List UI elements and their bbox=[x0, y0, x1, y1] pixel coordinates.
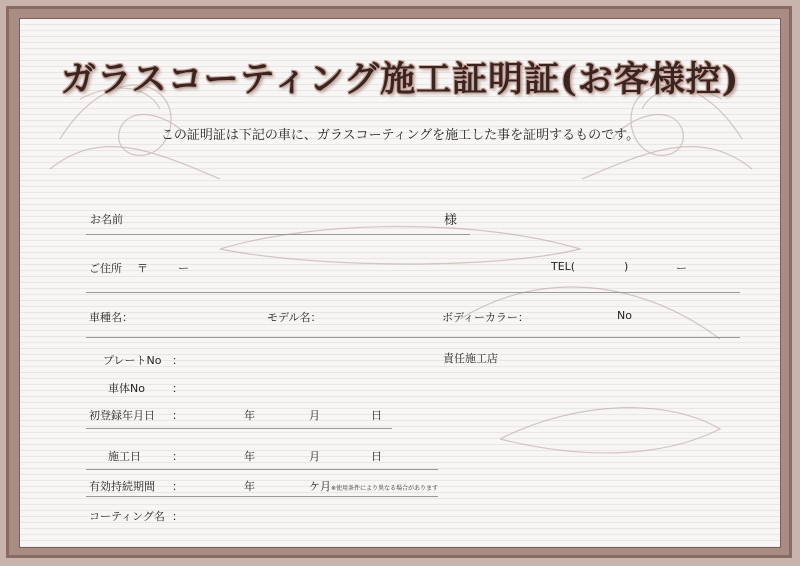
chassis-colon: ： bbox=[172, 382, 183, 395]
body-color-label: ボディーカラー： bbox=[442, 311, 529, 324]
install-day: 日 bbox=[371, 450, 382, 463]
honorific-label: 様 bbox=[444, 213, 458, 228]
plate-label: プレートNo bbox=[103, 354, 162, 367]
validity-field[interactable] bbox=[86, 496, 438, 497]
validity-label: 有効持続期間 bbox=[89, 480, 155, 493]
certificate-title: ガラスコーティング施工証明証(お客様控) bbox=[60, 59, 740, 100]
tel-label: TEL( bbox=[551, 260, 576, 273]
coating-name-colon: ： bbox=[172, 510, 183, 523]
address-field[interactable] bbox=[86, 292, 740, 293]
validity-colon: ： bbox=[172, 480, 183, 493]
validity-year: 年 bbox=[244, 480, 255, 493]
first-reg-year: 年 bbox=[244, 409, 255, 422]
address-label: ご住所 bbox=[89, 262, 122, 275]
postal-dash: ー bbox=[178, 262, 189, 275]
first-reg-month: 月 bbox=[309, 409, 320, 422]
first-reg-colon: ： bbox=[172, 409, 183, 422]
certificate-subtitle: この証明証は下記の車に、ガラスコーティングを施工した事を証明するものです。 bbox=[160, 128, 640, 143]
first-reg-field[interactable] bbox=[86, 428, 392, 429]
install-date-field[interactable] bbox=[86, 469, 438, 470]
install-date-colon: ： bbox=[172, 450, 183, 463]
name-label: お名前 bbox=[90, 213, 123, 226]
name-field[interactable] bbox=[86, 234, 470, 235]
postal-mark: 〒 bbox=[137, 262, 148, 275]
first-reg-label: 初登録年月日 bbox=[89, 409, 155, 422]
validity-months: ケ月 bbox=[309, 480, 331, 493]
tel-close: ) bbox=[624, 260, 629, 273]
install-date-label: 施工日 bbox=[108, 450, 141, 463]
color-no-label: No bbox=[617, 309, 632, 322]
car-info-field[interactable] bbox=[86, 337, 740, 338]
car-model-label: 車種名： bbox=[89, 311, 133, 324]
install-month: 月 bbox=[309, 450, 320, 463]
shop-label: 責任施工店 bbox=[443, 352, 498, 365]
first-reg-day: 日 bbox=[371, 409, 382, 422]
validity-note: ※使用条件により異なる場合があります bbox=[331, 485, 439, 492]
tel-dash: ー bbox=[676, 262, 687, 275]
model-name-label: モデル名： bbox=[267, 311, 322, 324]
install-year: 年 bbox=[244, 450, 255, 463]
chassis-label: 車体No bbox=[108, 382, 145, 395]
coating-name-label: コーティング名 bbox=[89, 510, 165, 523]
plate-colon: ： bbox=[172, 354, 183, 367]
